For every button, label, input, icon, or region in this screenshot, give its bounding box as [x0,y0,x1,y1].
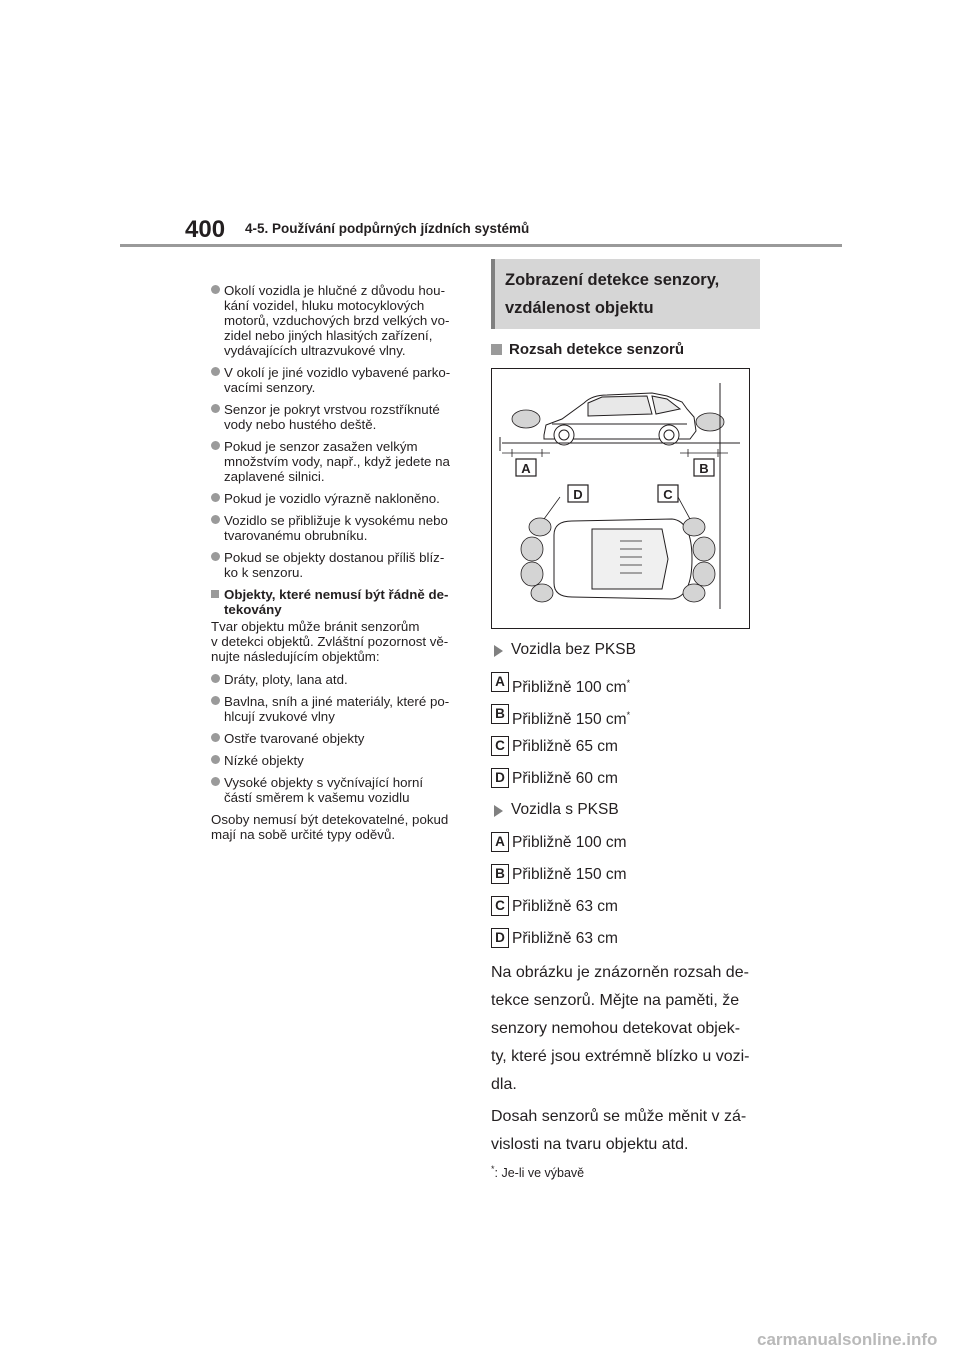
letter-label: B [491,704,509,724]
bullet-dot-icon [211,674,220,683]
distance-value [512,711,630,728]
bullet-list-objects [211,672,466,805]
bullet-text: Senzor je pokryt vrstvou rozstříknuté vody nebo hustého deště. [224,402,440,432]
distance-value [512,770,618,787]
distance-value [512,898,618,915]
bullet-dot-icon [211,733,220,742]
bullet-text: Vozidlo se přibližuje k vysokému nebo tvarovanému obrubníku. [224,513,448,543]
header-divider [120,244,842,247]
distance-value [512,866,627,883]
bullet-text: Dráty, ploty, lana atd. [224,672,348,687]
triangle-arrow-icon [494,645,503,657]
distance-value [512,834,627,851]
bullet-text: Vysoké objekty s vyčnívající horní částí směrem k vašemu vozidlu [224,775,424,805]
distance-value [512,738,618,755]
detection-range-heading-text: Rozsah detekce senzorů [509,341,685,358]
bullet-dot-icon [211,755,220,764]
bullet-item [211,550,466,580]
bullet-item [211,753,466,768]
footnote-reference: * [626,710,631,720]
objects-subheading-text: Objekty, které nemusí být řádně de- tekovány [224,587,449,617]
distance-text: Přibližně 100 cm [512,679,627,697]
label-a: A [521,461,531,476]
section-title: 4-5. Používání podpůrných jízdních systémů [245,221,530,236]
objects-intro: Tvar objektu může bránit senzorům v detekci objektů. Zvláštní pozornost vě- nujte následujícím objektům: [211,619,449,664]
bullet-item [211,513,466,543]
letter-label: B [491,864,509,884]
group-without-pksb-title: Vozidla bez PKSB [511,641,636,658]
square-bullet-icon [491,344,502,355]
bullet-text: Pokud je vozidlo výrazně nakloněno. [224,491,440,506]
letter-label: A [491,672,509,692]
distance-item [491,769,756,789]
bullet-dot-icon [211,493,220,502]
bullet-item [211,402,466,432]
bullet-list-conditions [211,283,466,580]
distance-item [491,705,756,729]
distance-text: Přibližně 100 cm [512,834,627,851]
sensor-diagram-svg [492,369,749,628]
persons-note: Osoby nemusí být detekovatelné, pokud mají na sobě určité typy oděvů. [211,812,449,842]
distance-text: Přibližně 63 cm [512,898,618,915]
label-d: D [573,487,583,502]
diagram-labels [516,459,714,502]
distance-text: Přibližně 60 cm [512,770,618,787]
detection-range-heading [491,341,756,358]
page-number: 400 [185,216,226,243]
bullet-item [211,672,466,687]
sensor-range-rear-side [512,410,540,428]
square-bullet-icon [211,590,219,598]
bullet-text: Bavlna, sníh a jiné materiály, které po- hlcují zvukové vlny [224,694,450,724]
distance-text: Přibližně 63 cm [512,930,618,947]
objects-subheading [211,587,466,617]
bullet-text: V okolí je jiné vozidlo vybavené parko- vacími senzory. [224,365,451,395]
bullet-item [211,775,466,805]
bullet-dot-icon [211,552,220,561]
letter-label: D [491,768,509,788]
footnote-mark: * [491,1164,495,1174]
distance-text: Přibližně 150 cm [512,711,627,729]
bullet-item [211,731,466,746]
bullet-dot-icon [211,515,220,524]
footnote-text: : Je-li ve výbavě [494,1166,585,1181]
left-column [211,283,466,850]
letter-label: C [491,896,509,916]
distance-value [512,679,630,696]
bullet-item [211,694,466,724]
bullet-text: Pokud je senzor zasažen velkým množstvím vody, např., když jedete na zaplavené silnici. [224,439,450,484]
footnote-reference: * [626,678,631,688]
distance-list-without-pksb [491,673,756,789]
distance-item [491,737,756,757]
distance-item [491,865,756,885]
bullet-item [211,365,466,395]
distance-value [512,930,618,947]
range-variation-note: Dosah senzorů se může měnit v zá- vislosti na tvaru objektu atd. [491,1108,747,1153]
bullet-dot-icon [211,777,220,786]
distance-text: Přibližně 150 cm [512,866,627,883]
bullet-text: Okolí vozidla je hlučné z důvodu hou- kání vozidel, hluku motocyklových motorů, vzduchových brzd velkých vo- zidel nebo jiných hlasitých zařízení, vydávajících ultrazvukové vlny. [224,283,450,358]
section-box-heading: Zobrazení detekce senzory, vzdálenost objektu [491,259,760,329]
sensor-range-diagram [491,368,750,629]
group-without-pksb-heading [491,641,756,661]
bullet-text: Pokud se objekty dostanou příliš blíz- ko k senzoru. [224,550,445,580]
footnote [491,1164,756,1180]
bullet-item [211,491,466,506]
range-explanation: Na obrázku je znázorněn rozsah de- tekce senzorů. Mějte na paměti, že senzory nemohou detekovat objek- ty, které jsou extrémně blízko u vozi- dla. [491,964,750,1093]
triangle-arrow-icon [494,805,503,817]
label-c: C [663,487,673,502]
bullet-dot-icon [211,404,220,413]
group-with-pksb-heading [491,801,756,821]
watermark: carmanualsonline.info [757,1330,938,1349]
bullet-dot-icon [211,285,220,294]
bullet-text: Nízké objekty [224,753,304,768]
distance-text: Přibližně 65 cm [512,738,618,755]
distance-item [491,897,756,917]
bullet-text: Ostře tvarované objekty [224,731,365,746]
bullet-dot-icon [211,441,220,450]
distance-item [491,929,756,949]
letter-label: D [491,928,509,948]
bullet-item [211,439,466,484]
bullet-dot-icon [211,696,220,705]
right-column [491,259,756,1180]
bullet-item [211,283,466,358]
letter-label: C [491,736,509,756]
distance-item [491,833,756,853]
car-top-view [554,519,692,599]
label-b: B [699,461,709,476]
car-side-view [544,393,696,445]
distance-item [491,673,756,697]
letter-label: A [491,832,509,852]
group-with-pksb-title: Vozidla s PKSB [511,801,619,818]
distance-list-with-pksb [491,833,756,949]
bullet-dot-icon [211,367,220,376]
